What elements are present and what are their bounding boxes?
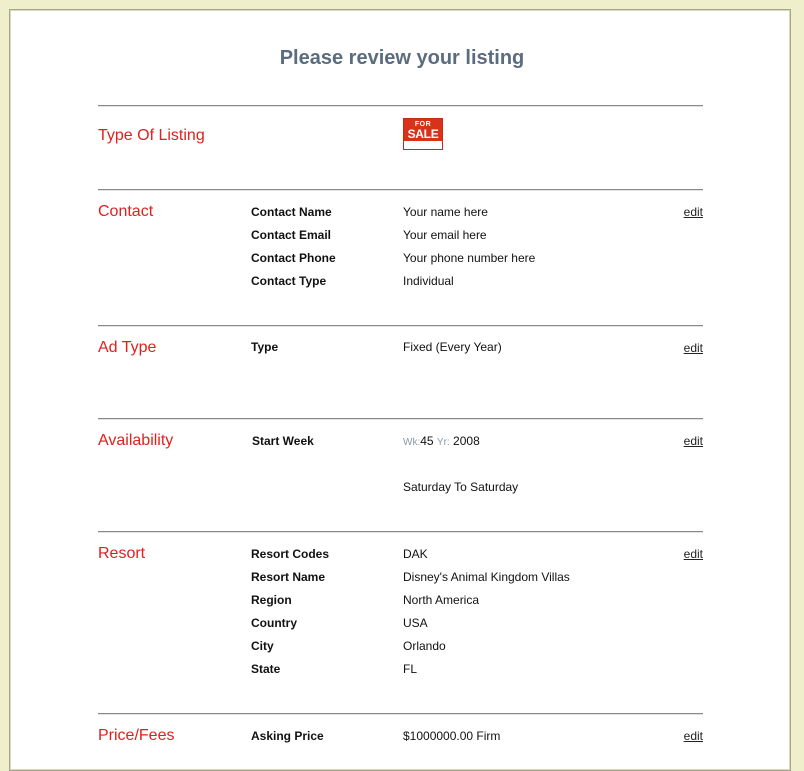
contact-phone-value: Your phone number here [403, 251, 536, 265]
contact-type-value: Individual [403, 274, 454, 288]
section-title-type-of-listing: Type Of Listing [98, 127, 205, 144]
ad-type-edit-link[interactable]: edit [683, 341, 703, 355]
week-prefix: Wk: [403, 437, 421, 448]
region-label: Region [251, 593, 292, 607]
contact-name-label: Contact Name [251, 205, 332, 219]
contact-name-value: Your name here [403, 205, 488, 219]
section-title-price-fees: Price/Fees [98, 727, 175, 744]
year-prefix: Yr: [436, 437, 450, 448]
for-sale-icon-line2: SALE [407, 127, 439, 141]
contact-edit-link[interactable]: edit [683, 205, 703, 219]
resort-codes-label: Resort Codes [251, 547, 330, 561]
contact-type-label: Contact Type [251, 274, 327, 288]
section-title-contact: Contact [98, 203, 154, 220]
asking-price-value: $1000000.00 Firm [403, 729, 501, 743]
state-value: FL [403, 662, 418, 676]
start-week-label: Start Week [252, 434, 314, 448]
city-value: Orlando [403, 639, 446, 653]
year-number: 2008 [453, 434, 480, 448]
resort-codes-value: DAK [403, 547, 428, 561]
contact-email-value: Your email here [403, 228, 487, 242]
section-divider [98, 189, 703, 191]
resort-edit-link[interactable]: edit [683, 547, 703, 561]
availability-edit-link[interactable]: edit [683, 434, 703, 448]
section-divider [98, 713, 703, 715]
price-fees-edit-link[interactable]: edit [683, 729, 703, 743]
review-panel [9, 9, 791, 771]
ad-type-value: Fixed (Every Year) [403, 340, 502, 354]
checkin-days-value: Saturday To Saturday [403, 480, 519, 494]
section-title-ad-type: Ad Type [98, 339, 157, 356]
section-divider [98, 418, 703, 420]
contact-phone-label: Contact Phone [251, 251, 336, 265]
contact-email-label: Contact Email [251, 228, 332, 242]
city-label: City [251, 639, 274, 653]
section-divider [98, 325, 703, 327]
state-label: State [251, 662, 281, 676]
resort-name-label: Resort Name [251, 570, 326, 584]
page-title: Please review your listing [279, 47, 525, 69]
resort-name-value: Disney's Animal Kingdom Villas [403, 570, 570, 584]
region-value: North America [403, 593, 480, 607]
section-divider [98, 531, 703, 533]
asking-price-label: Asking Price [251, 729, 324, 743]
for-sale-icon-line1: FOR [414, 121, 432, 128]
section-divider [98, 105, 703, 107]
section-title-resort: Resort [98, 545, 146, 562]
for-sale-icon [403, 118, 443, 150]
ad-type-label: Type [251, 340, 279, 354]
start-week-value [403, 434, 480, 448]
country-label: Country [251, 616, 297, 630]
country-value: USA [403, 616, 428, 630]
section-title-availability: Availability [98, 432, 174, 449]
week-number: 45 [420, 434, 434, 448]
